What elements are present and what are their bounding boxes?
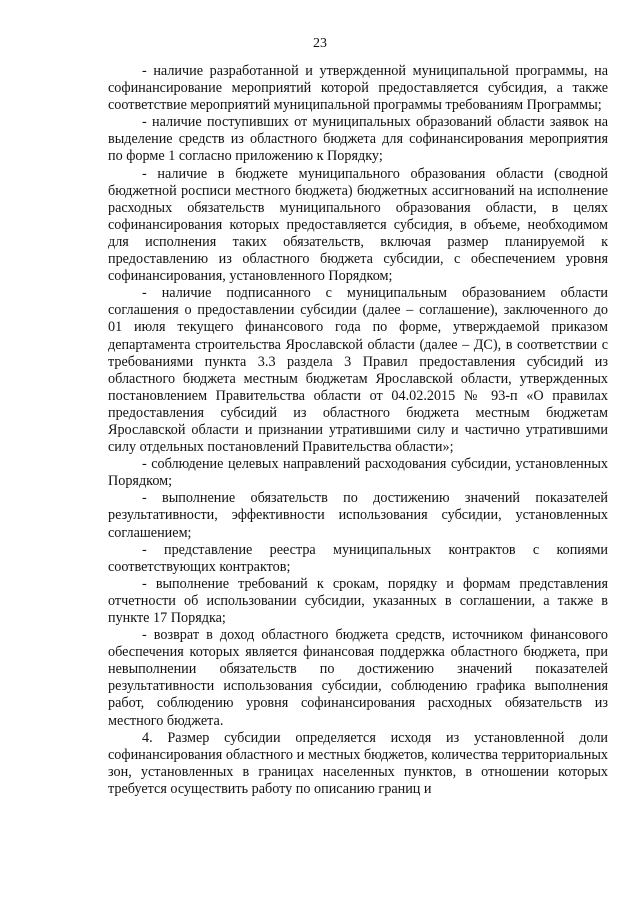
paragraph-applications: - наличие поступивших от муниципальных образований области заявок на выделение средств из областного бюджета для софинансирования мероприятия по форме 1 согласно приложению к Порядку;: [108, 114, 608, 165]
page-number: 23: [313, 36, 327, 51]
paragraph-target-directions: - соблюдение целевых направлений расходования субсидии, установленных Порядком;: [108, 456, 608, 490]
paragraph-contracts-register: - представление реестра муниципальных контрактов с копиями соответствующих контрактов;: [108, 541, 608, 575]
paragraph-reporting-requirements: - выполнение требований к срокам, порядку и формам представления отчетности об использовании субсидии, указанных в соглашении, а также в пункте 17 Порядка;: [108, 575, 608, 626]
document-body: [108, 63, 608, 798]
paragraph-signed-agreement: - наличие подписанного с муниципальным образованием области соглашения о предоставлении субсидии (далее – соглашение), заключенного до 01 июля текущего финансового года по форме, утверждаемой приказом департамента строительства Ярославской области (далее – ДС), в соответствии с требованиями пункта 3.3 раздела 3 Правил предоставления субсидий из областного бюджета местным бюджетам Ярославской области, утвержденных постановлением Правительства области от 04.02.2015 № 93-п «О правилах предоставления субсидий из областного бюджета местным бюджетам Ярославской области и признании утратившими силу и частично утратившими силу отдельных постановлений Правительства области»;: [108, 285, 608, 456]
paragraph-funds-return: - возврат в доход областного бюджета средств, источником финансового обеспечения которых является финансовая поддержка областного бюджета, при невыполнении обязательств по достижению значений показателей результативности использования субсидии, соблюдению графика выполнения работ, соблюдению уровня софинансирования расходных обязательств из местного бюджета.: [108, 627, 608, 729]
paragraph-budget-allocations: - наличие в бюджете муниципального образования области (сводной бюджетной росписи местного бюджета) бюджетных ассигнований на исполнение расходных обязательств муниципального образования области, в целях софинансирования которых предоставляется субсидия, в объеме, необходимом для исполнения таких обязательств, включая размер планируемой к предоставлению из областного бюджета субсидии, с обеспечением уровня софинансирования, установленного Порядком;: [108, 165, 608, 285]
paragraph-municipal-program: - наличие разработанной и утвержденной муниципальной программы, на софинансирование мероприятий которой предоставляется субсидия, а также соответствие мероприятий муниципальной программы требованиям Программы;: [108, 63, 608, 114]
paragraph-subsidy-amount: 4. Размер субсидии определяется исходя из установленной доли софинансирования областного и местных бюджетов, количества территориальных зон, установленных в границах населенных пунктов, в отношении которых требуется осуществить работу по описанию границ и: [108, 729, 608, 797]
paragraph-performance-indicators: - выполнение обязательств по достижению значений показателей результативности, эффективности использования субсидии, установленных соглашением;: [108, 490, 608, 541]
